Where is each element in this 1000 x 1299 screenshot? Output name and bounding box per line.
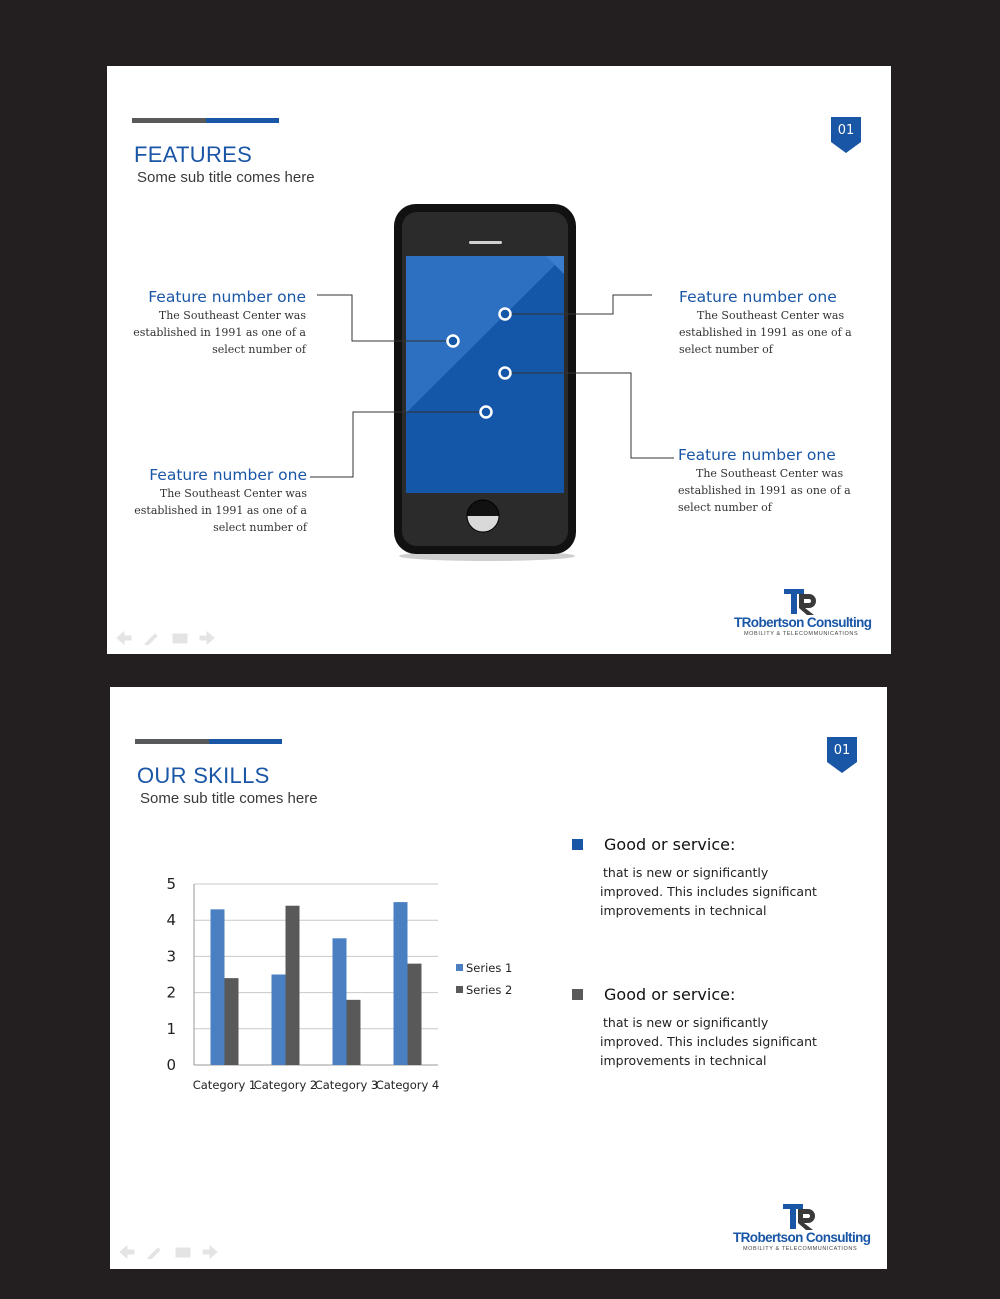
callout-ring-3 (500, 368, 511, 379)
slideshow-nav-controls (115, 631, 225, 645)
skill-title: Good or service: (604, 835, 736, 854)
x-tick-label: Category 2 (253, 1078, 318, 1092)
slide-skills (110, 687, 887, 1269)
menu-icon (176, 1248, 190, 1257)
feature-description: The Southeast Center was established in 1991 as one of a select number of (134, 487, 307, 534)
feature-title: Feature number one (678, 446, 836, 464)
legend-label: Series 2 (466, 983, 513, 997)
bar-series-2-3 (347, 1000, 361, 1065)
skill-description: that is new or significantly improved. This includes significant improvements in technical (600, 865, 817, 918)
feature-title: Feature number one (679, 288, 837, 306)
brand-logo (730, 1203, 880, 1255)
skills-bar-chart (150, 862, 530, 1092)
slide-subtitle: Some sub title comes here (140, 790, 318, 807)
slide-title: OUR SKILLS (137, 763, 270, 788)
brand-name: TRobertson Consulting (733, 1230, 871, 1245)
bar-series-2-2 (286, 906, 300, 1065)
feature-description: The Southeast Center was established in 1991 as one of a select number of (678, 467, 851, 514)
bar-series-1-4 (394, 902, 408, 1065)
bar-series-2-1 (225, 978, 239, 1065)
pen-icon (145, 634, 157, 645)
y-tick-label: 3 (166, 947, 176, 966)
bullet-square (572, 839, 583, 850)
y-tick-label: 4 (166, 911, 176, 930)
bar-series-2-4 (408, 964, 422, 1065)
y-tick-label: 2 (166, 983, 176, 1002)
y-tick-label: 5 (166, 875, 176, 893)
feature-description: The Southeast Center was established in 1991 as one of a select number of (133, 309, 306, 356)
x-tick-label: Category 1 (192, 1078, 257, 1092)
feature-title: Feature number one (149, 466, 307, 484)
callout-ring-1 (448, 336, 459, 347)
feature-bottom-right (678, 445, 853, 516)
nav-back-icon (120, 1246, 134, 1258)
legend-swatch (456, 986, 463, 993)
callout-ring-4 (481, 407, 492, 418)
brand-logo (731, 588, 881, 640)
nav-forward-icon (200, 632, 214, 644)
feature-top-left (131, 287, 306, 358)
page-number-badge (827, 737, 857, 773)
menu-icon (173, 634, 187, 643)
callout-ring-2 (500, 309, 511, 320)
slide-subtitle: Some sub title comes here (137, 169, 315, 186)
tr-monogram-icon (780, 1203, 820, 1231)
feature-connectors (107, 66, 891, 654)
brand-name: TRobertson Consulting (734, 615, 872, 630)
x-tick-label: Category 3 (314, 1078, 379, 1092)
legend-label: Series 1 (466, 961, 513, 975)
bar-series-1-1 (211, 909, 225, 1065)
brand-tagline: MOBILITY & TELECOMMUNICATIONS (744, 631, 859, 637)
y-tick-label: 0 (166, 1056, 176, 1074)
slide-features (107, 66, 891, 654)
slideshow-nav-controls (118, 1245, 228, 1259)
nav-forward-icon (203, 1246, 217, 1258)
bullet-square (572, 989, 583, 1000)
nav-back-icon (117, 632, 131, 644)
pen-icon (148, 1248, 160, 1259)
title-accent-bar (135, 739, 282, 744)
x-tick-label: Category 4 (375, 1078, 440, 1092)
page-number: 01 (833, 743, 851, 758)
bar-series-1-3 (333, 938, 347, 1065)
y-tick-label: 1 (166, 1019, 176, 1038)
bar-series-1-2 (272, 975, 286, 1066)
legend-swatch (456, 964, 463, 971)
feature-top-right (679, 287, 854, 358)
tr-monogram-icon (781, 588, 821, 616)
feature-title: Feature number one (148, 288, 306, 306)
skill-title: Good or service: (604, 985, 736, 1004)
page-number: 01 (837, 123, 855, 138)
slide-title: FEATURES (134, 142, 253, 167)
brand-tagline: MOBILITY & TELECOMMUNICATIONS (743, 1246, 858, 1252)
feature-description: The Southeast Center was established in 1991 as one of a select number of (679, 309, 852, 356)
skill-description: that is new or significantly improved. This includes significant improvements in technical (600, 1015, 817, 1068)
feature-bottom-left (132, 465, 307, 536)
